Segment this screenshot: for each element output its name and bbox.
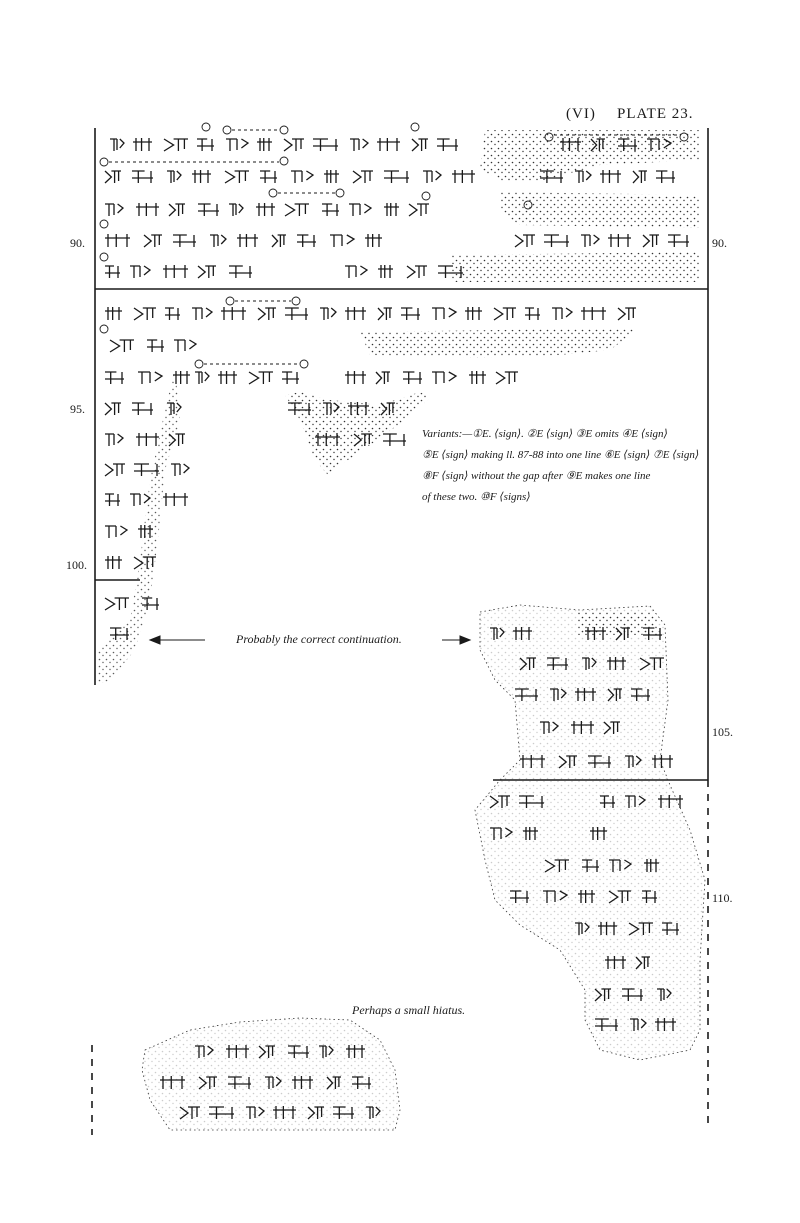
cuneiform-sign <box>403 372 422 384</box>
variants-line-2: ⑤E ⟨sign⟩ making ll. 87-88 into one line ⑥E ⟨sign⟩ ⑦E ⟨sign⟩ <box>422 449 700 461</box>
cuneiform-sign <box>105 204 123 216</box>
cuneiform-sign <box>544 235 569 247</box>
cuneiform-sign <box>237 234 258 247</box>
cuneiform-sign <box>384 171 409 183</box>
cuneiform-sign <box>229 266 252 278</box>
cuneiform-sign <box>256 203 275 216</box>
cuneiform-sign <box>167 171 181 183</box>
cuneiform-sign <box>412 139 428 151</box>
cuneiform-sign <box>171 464 189 476</box>
cuneiform-sign <box>465 307 482 320</box>
cuneiform-sign <box>174 340 196 352</box>
cuneiform-sign <box>297 235 316 247</box>
line-number-90-right: 90. <box>712 236 727 250</box>
cuneiform-sign <box>378 265 393 278</box>
cuneiform-sign <box>600 170 621 183</box>
cuneiform-sign <box>432 372 456 384</box>
cuneiform-sign <box>132 171 153 183</box>
cuneiform-sign <box>345 266 367 278</box>
cuneiform-sign <box>110 340 134 352</box>
cuneiform-sign <box>365 234 382 247</box>
cuneiform-sign <box>258 308 276 320</box>
variants-line-3: ⑧F ⟨sign⟩ without the gap after ⑨E makes one line <box>422 470 651 482</box>
cuneiform-sign <box>136 203 159 216</box>
cuneiform-sign <box>272 235 286 247</box>
cuneiform-sign <box>257 138 272 151</box>
cuneiform-sign <box>197 139 214 151</box>
cuneiform-sign <box>192 308 212 320</box>
cuneiform-sign <box>198 204 219 216</box>
cuneiform-sign <box>132 403 153 415</box>
cuneiform-sign <box>575 171 591 183</box>
cuneiform-sign <box>407 266 427 278</box>
cuneiform-sign <box>383 434 406 446</box>
cuneiform-sign <box>130 266 150 278</box>
line-number-110: 110. <box>712 891 733 905</box>
cuneiform-sign <box>134 308 156 320</box>
cuneiform-sign <box>105 598 129 610</box>
cuneiform-sign <box>229 204 243 216</box>
variants-line-4: of these two. ⑩F ⟨signs⟩ <box>422 491 531 503</box>
cuneiform-sign <box>105 266 120 278</box>
cuneiform-sign <box>282 372 299 384</box>
line-number-95: 95. <box>70 402 85 416</box>
cuneiform-sign <box>324 170 339 183</box>
cuneiform-sign <box>165 308 180 320</box>
cuneiform-sign <box>668 235 689 247</box>
cuneiform-sign <box>423 171 441 183</box>
cuneiform-sign <box>192 170 211 183</box>
cuneiform-sign <box>515 235 535 247</box>
cuneiform-sign <box>195 372 209 384</box>
cuneiform-sign <box>218 371 237 384</box>
cuneiform-sign <box>285 308 308 320</box>
cuneiform-sign <box>260 171 277 183</box>
cuneiform-sign <box>496 372 518 384</box>
cuneiform-sign <box>345 371 366 384</box>
cuneiform-sign <box>221 307 246 320</box>
cuneiform-sign <box>138 372 162 384</box>
cuneiform-sign <box>163 493 188 506</box>
cuneiform-sign <box>378 308 392 320</box>
cuneiform-sign <box>409 204 429 216</box>
cuneiform-sign <box>169 204 185 216</box>
plate-title: PLATE 23. <box>617 106 694 122</box>
line-number-100: 100. <box>66 558 87 572</box>
cuneiform-sign <box>225 171 249 183</box>
cuneiform-sign <box>313 139 338 151</box>
cuneiform-sign <box>105 526 127 538</box>
cuneiform-sign <box>633 171 647 183</box>
cuneiform-sign <box>105 171 121 183</box>
cuneiform-sign <box>401 308 420 320</box>
cuneiform-sign <box>284 139 304 151</box>
cuneiform-sign <box>656 171 675 183</box>
cuneiform-sign <box>110 139 124 151</box>
variants-note <box>422 424 702 508</box>
cuneiform-sign <box>581 307 606 320</box>
hiatus-note: Perhaps a small hiatus. <box>352 1003 466 1017</box>
cuneiform-sign <box>432 308 456 320</box>
cuneiform-sign <box>198 266 216 278</box>
cuneiform-sign <box>552 308 572 320</box>
cuneiform-sign <box>226 139 248 151</box>
cuneiform-sign <box>452 170 475 183</box>
cuneiform-sign <box>494 308 516 320</box>
cuneiform-sign <box>581 235 599 247</box>
cuneiform-sign <box>618 308 636 320</box>
cuneiform-sign <box>608 234 631 247</box>
cuneiform-sign <box>210 235 226 247</box>
cuneiform-sign <box>144 235 162 247</box>
cuneiform-sign <box>350 139 368 151</box>
cuneiform-sign <box>285 204 309 216</box>
continuation-note: Probably the correct continuation. <box>236 632 402 646</box>
cuneiform-sign <box>105 494 120 506</box>
cuneiform-sign <box>353 171 373 183</box>
cuneiform-sign <box>322 204 339 216</box>
line-number-105: 105. <box>712 725 733 739</box>
cuneiform-sign <box>105 403 121 415</box>
cuneiform-sign <box>377 138 400 151</box>
damaged-areas <box>97 130 705 1130</box>
cuneiform-sign <box>330 235 354 247</box>
cuneiform-sign <box>105 234 130 247</box>
cuneiform-sign <box>384 203 399 216</box>
cuneiform-sign <box>652 755 673 768</box>
section-number: (VI) <box>566 106 596 122</box>
cuneiform-sign <box>105 464 125 476</box>
cuneiform-sign <box>525 308 540 320</box>
cuneiform-sign <box>105 307 122 320</box>
cuneiform-sign <box>349 204 371 216</box>
cuneiform-sign <box>345 307 366 320</box>
cuneiform-sign <box>376 372 390 384</box>
cuneiform-sign <box>164 139 188 151</box>
cuneiform-sign <box>173 371 190 384</box>
variants-line-1: Variants:—①E. ⟨sign⟩. ②E ⟨sign⟩ ③E omits ④E ⟨sign⟩ <box>422 428 668 440</box>
cuneiform-sign <box>163 265 188 278</box>
cuneiform-sign <box>291 171 313 183</box>
cuneiform-sign <box>469 371 486 384</box>
cuneiform-sign <box>249 372 273 384</box>
cuneiform-sign <box>147 340 164 352</box>
cuneiform-sign <box>173 235 196 247</box>
line-number-90: 90. <box>70 236 85 250</box>
cuneiform-sign <box>105 372 124 384</box>
cuneiform-sign <box>105 556 122 569</box>
cuneiform-sign <box>105 434 123 446</box>
cuneiform-sign <box>437 139 458 151</box>
cuneiform-sign <box>643 235 659 247</box>
cuneiform-sign <box>136 433 159 446</box>
cuneiform-sign <box>320 308 336 320</box>
cuneiform-sign <box>133 138 152 151</box>
